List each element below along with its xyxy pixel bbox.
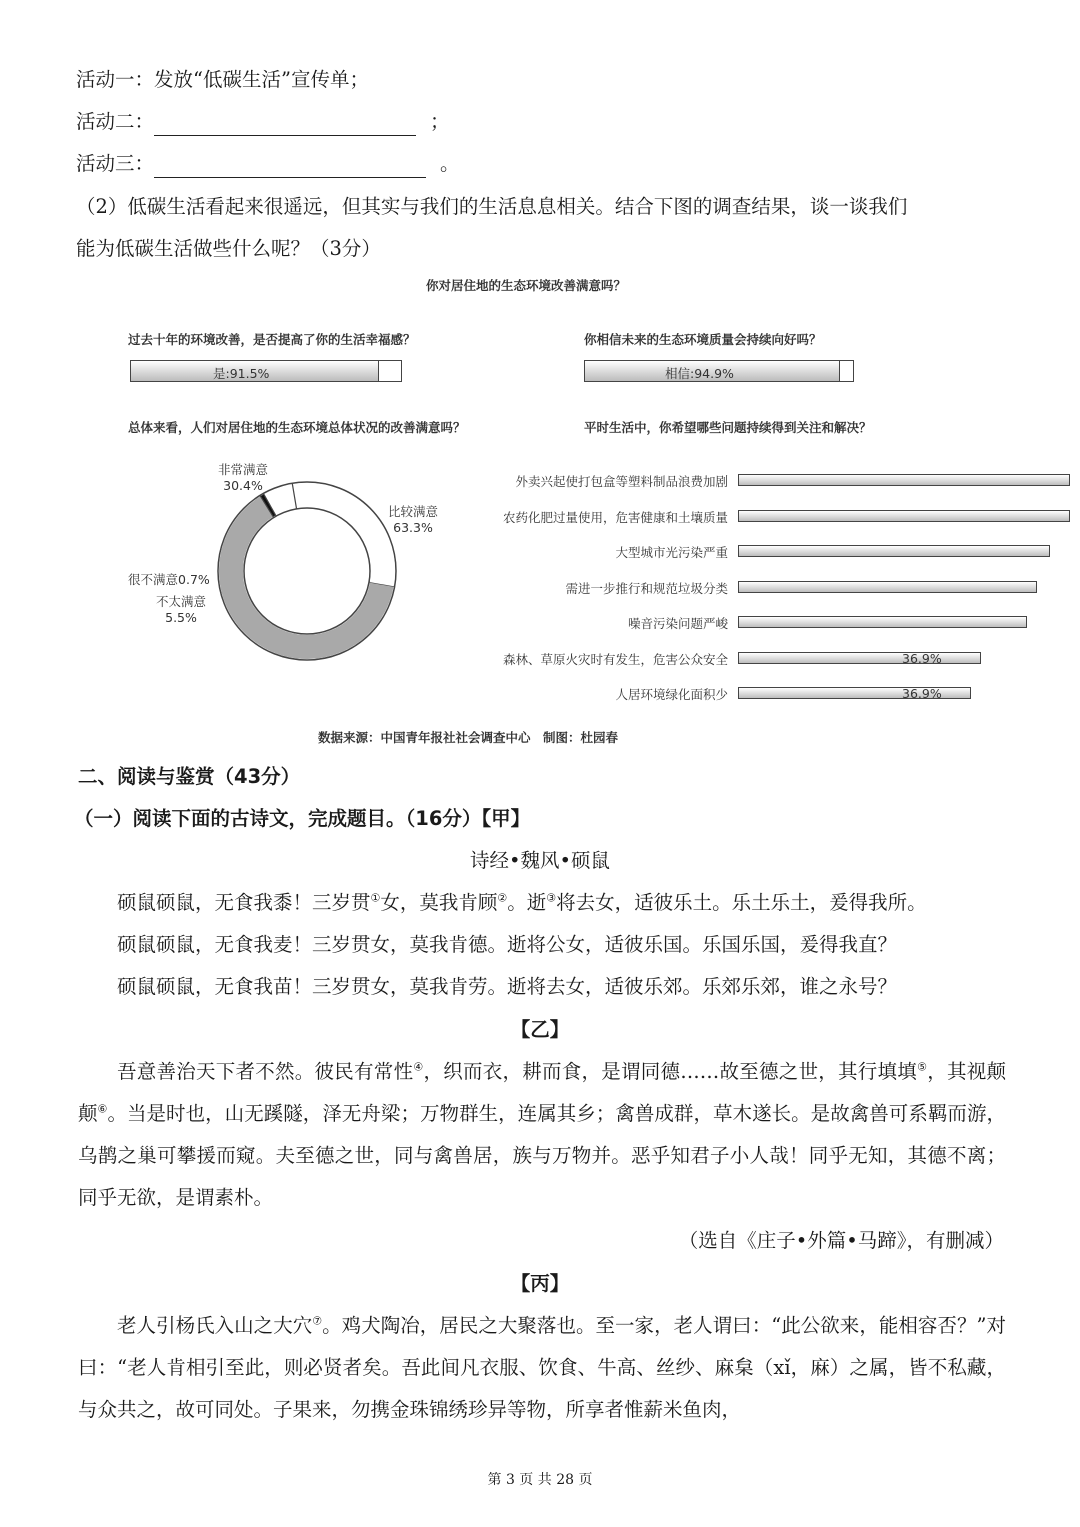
q1-text: 过去十年的环境改善，是否提高了你的生活幸福感？: [128, 332, 416, 347]
slice-name-very-satisfied: 非常满意: [218, 462, 269, 477]
donut-slice: [270, 496, 295, 505]
poem-text: 女，莫我肯顾: [380, 891, 498, 914]
note-7: ⑦: [312, 1314, 323, 1328]
poem-text: 硕鼠硕鼠，无食我黍！三岁贯: [117, 891, 371, 914]
slice-value-satisfied: 63.3%: [393, 520, 433, 535]
note-4: ④: [413, 1060, 424, 1074]
issue-bar: [738, 581, 1037, 593]
note-6: ⑥: [97, 1102, 108, 1116]
note-5: ⑤: [917, 1060, 928, 1074]
bing-text: 老人引杨氏入山之大穴: [117, 1314, 313, 1337]
slice-label-satisfied: [388, 504, 438, 536]
issue-label: 需进一步推行和规范垃圾分类: [565, 581, 728, 596]
issue-label: 外卖兴起使打包盒等塑料制品浪费加剧: [515, 474, 728, 489]
activity-three-label: 活动三：: [76, 152, 155, 175]
issues-question: 平时生活中，你希望哪些问题持续得到关注和解决？: [584, 420, 872, 435]
chart-title: 你对居住地的生态环境改善满意吗？: [426, 278, 627, 293]
activity-two-blank[interactable]: [154, 115, 416, 136]
slice-name-very-unsatisfied: 很不满意: [128, 572, 179, 587]
slice-value-very-satisfied: 30.4%: [223, 478, 263, 493]
issue-bar: [738, 652, 981, 664]
yi-text: 吾意善治天下者不然。彼民有常性: [117, 1060, 414, 1083]
q1-label: 是:91.5%: [213, 366, 270, 381]
poem-line-1: [117, 889, 927, 917]
yi-text: ，织而衣，耕而食，是谓同德……故至德之世，其行填填: [423, 1060, 918, 1083]
note-3: ③: [546, 891, 557, 905]
bing-paragraph: [78, 1305, 1006, 1431]
poem-text: 。逝: [507, 891, 547, 914]
activity-two-label: 活动二：: [76, 110, 155, 133]
activity-two: [76, 108, 450, 136]
q1-bar: [130, 360, 402, 382]
q2-text: 你相信未来的生态环境质量会持续向好吗？: [584, 332, 822, 347]
q2-bar: [584, 360, 854, 382]
poem-text: 将去女，适彼乐土。乐土乐土，爰得我所。: [556, 891, 927, 914]
issue-label: 人居环境绿化面积少: [615, 687, 728, 702]
activity-three-blank[interactable]: [154, 157, 426, 178]
poem-line-3: 硕鼠硕鼠，无食我苗！三岁贯女，莫我肯劳。逝将去女，适彼乐郊。乐郊乐郊，谁之永号？: [117, 975, 898, 998]
activity-three-end: 。: [440, 152, 460, 175]
q2-label: 相信:94.9%: [665, 366, 734, 381]
slice-value-unsatisfied: 5.5%: [165, 610, 197, 625]
poem-title: 诗经•魏风•硕鼠: [469, 849, 610, 872]
yi-paragraph: [78, 1051, 1006, 1219]
issue-label: 噪音污染问题严峻: [627, 616, 728, 631]
bing-text: 。鸡犬陶冶，居民之大聚落也。至一家，老人谓曰：“此公欲来，能相容否？”对曰：“老人肯相引至此，则必贤者矣。吾此间凡衣服、饮食、牛高、丝纱、麻枲（xǐ，麻）之属，皆不私藏，与众共之，故可同处。子果来，勿携金珠锦绣珍异等物，所享者惟薪米鱼肉，: [78, 1314, 1006, 1421]
issue-value: 36.9%: [902, 686, 942, 701]
yi-heading: 【乙】: [510, 1018, 570, 1041]
slice-label-very-unsatisfied: [128, 570, 210, 588]
note-1: ①: [370, 891, 381, 905]
question2-line2: 能为低碳生活做些什么呢？（3分）: [76, 237, 381, 260]
section2-heading: 二、阅读与鉴赏（43分）: [78, 765, 301, 788]
issue-value: 36.9%: [902, 651, 942, 666]
issue-bar: [738, 545, 1050, 557]
slice-name-satisfied: 比较满意: [388, 504, 439, 519]
yi-source: （选自《庄子•外篇•马蹄》，有删减）: [678, 1229, 1004, 1252]
issue-label: 农药化肥过量使用，危害健康和土壤质量: [502, 510, 728, 525]
issue-bar: [738, 510, 1070, 522]
yi-text: 。当是时也，山无蹊隧，泽无舟梁；万物群生，连属其乡；禽兽成群，草木遂长。是故禽兽可系羁而游，乌鹊之巢可攀援而窥。夫至德之世，同与禽兽居，族与万物并。恶乎知君子小人哉！同乎无知，其德不离；同乎无欲，是谓素朴。: [78, 1102, 1006, 1209]
slice-label-very-satisfied: [218, 462, 268, 494]
donut-chart: [212, 476, 402, 666]
note-2: ②: [497, 891, 508, 905]
slice-label-unsatisfied: [156, 594, 206, 626]
question2-line1: （2）低碳生活看起来很遥远，但其实与我们的生活息息相关。结合下图的调查结果，谈一谈我们: [76, 195, 908, 218]
survey-chart: [118, 268, 966, 748]
poem-line-2: 硕鼠硕鼠，无食我麦！三岁贯女，莫我肯德。逝将公女，适彼乐国。乐国乐国，爰得我直？: [117, 933, 898, 956]
activity-three: [76, 150, 460, 178]
issue-bar: [738, 474, 1070, 486]
chart-source: 数据来源：中国青年报社社会调查中心 制图：杜园春: [318, 730, 619, 745]
donut-inner-ring: [244, 508, 370, 634]
section2-sub: （一）阅读下面的古诗文，完成题目。（16分）【甲】: [74, 807, 531, 830]
bing-heading: 【丙】: [510, 1272, 570, 1295]
activity-one: 活动一：发放“低碳生活”宣传单；: [76, 68, 369, 91]
donut-question: 总体来看，人们对居住地的生态环境总体状况的改善满意吗？: [128, 420, 466, 435]
slice-value-very-unsatisfied: 0.7%: [178, 572, 210, 587]
issue-label: 森林、草原火灾时有发生，危害公众安全: [502, 652, 728, 667]
slice-name-unsatisfied: 不太满意: [156, 594, 207, 609]
yi-text: ，其视颠颠: [78, 1060, 1006, 1125]
activity-two-end: ；: [430, 110, 450, 133]
issue-bar: [738, 616, 1027, 628]
issue-label: 大型城市光污染严重: [615, 545, 728, 560]
page-footer: 第 3 页 共 28 页: [487, 1472, 593, 1488]
